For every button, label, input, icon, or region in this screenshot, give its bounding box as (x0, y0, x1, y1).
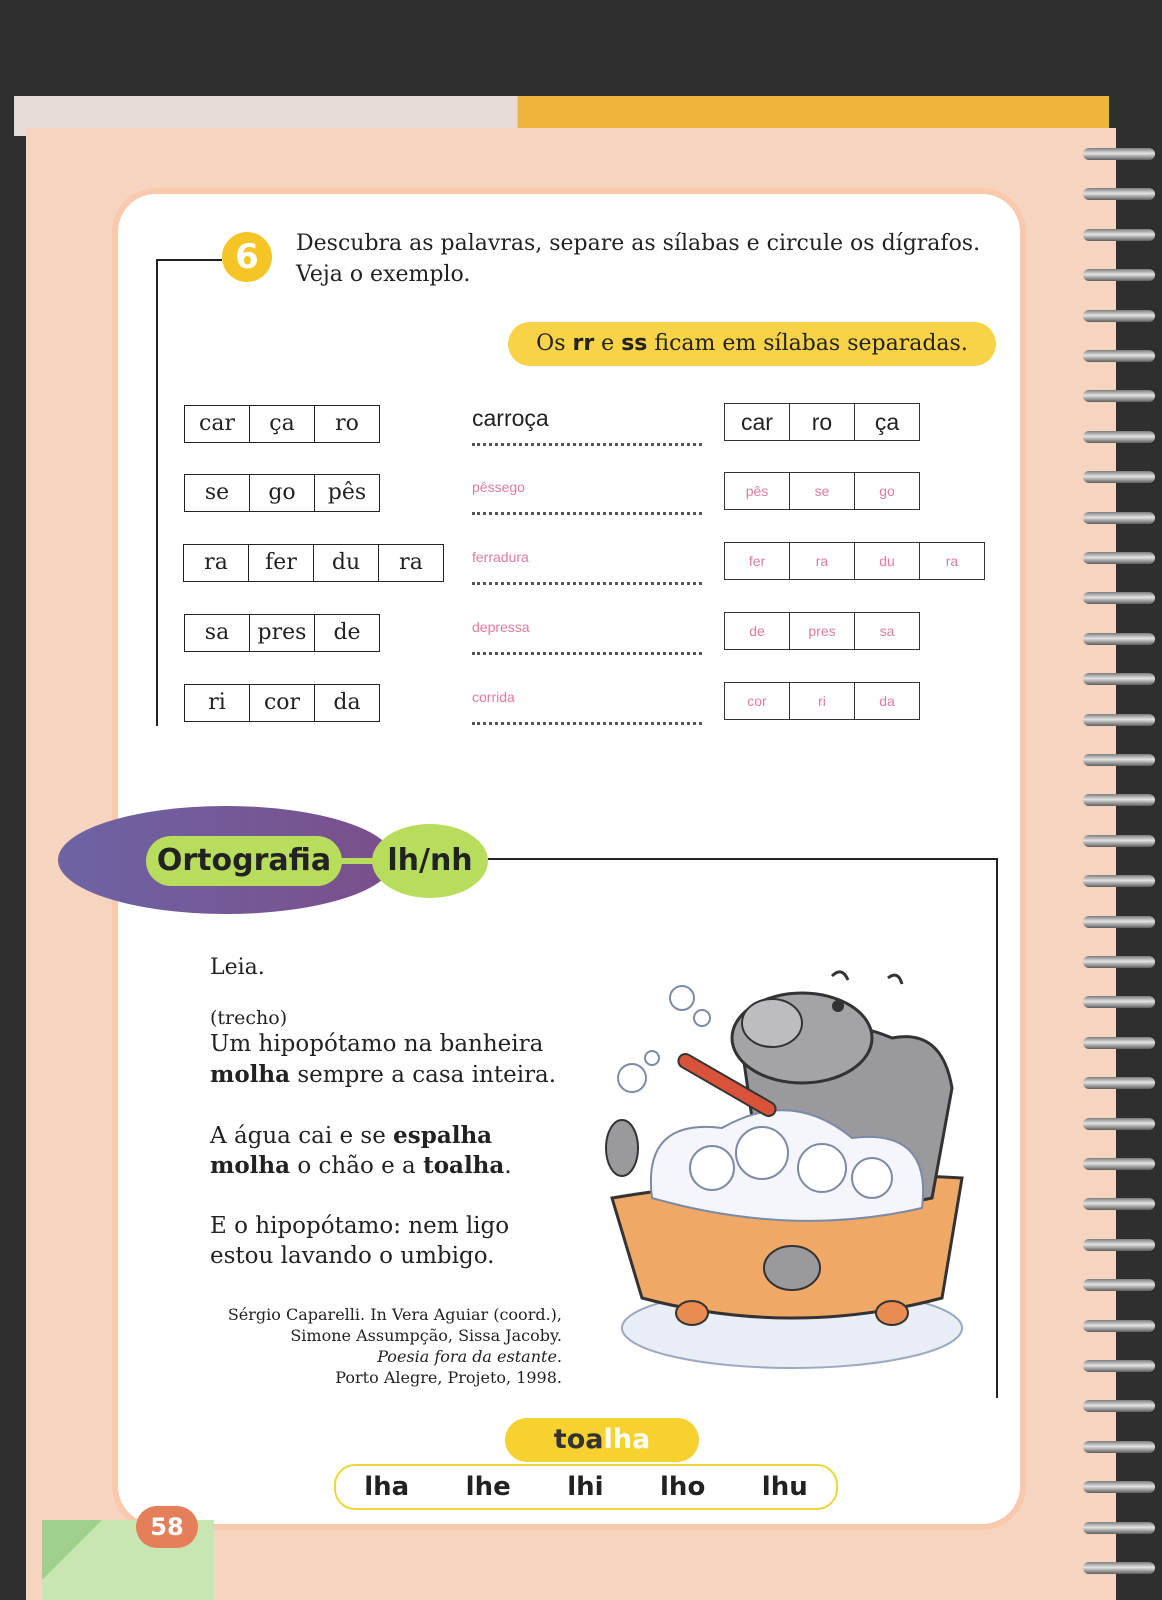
poem-lead: Leia. (210, 955, 265, 980)
syllable-cell: ri (208, 690, 226, 715)
hippo-bathtub-illustration (592, 968, 988, 1388)
answer-syllables (724, 612, 920, 650)
answer-syllable-cell: ra (919, 543, 984, 579)
syllable-cell: go (249, 475, 314, 511)
exercise-number-badge: 6 (222, 232, 272, 282)
spiral-coil (1083, 592, 1155, 604)
spiral-binding (1075, 140, 1162, 1600)
answer-syllable-cell: cor (747, 693, 767, 709)
answer-syllable-cell: se (789, 473, 854, 509)
spiral-coil (1083, 1522, 1155, 1534)
answer-syllables (724, 682, 920, 720)
spiral-coil (1083, 1118, 1155, 1130)
spiral-coil (1083, 1279, 1155, 1291)
syllable-cell: pês (314, 475, 379, 511)
section-title: Ortografia (146, 836, 342, 886)
answer-syllable-cell: sa (854, 613, 919, 649)
page-number: 58 (136, 1506, 198, 1548)
answer-syllable-cell: pres (789, 613, 854, 649)
poem-line: molha o chão e a toalha. (210, 1152, 512, 1179)
exercise-instruction (296, 228, 996, 290)
section-rule-top (488, 858, 998, 860)
syllable-box (334, 1464, 838, 1510)
answer-syllables (724, 403, 920, 441)
spiral-coil (1083, 956, 1155, 968)
spiral-coil (1083, 1158, 1155, 1170)
citation-line-3: Poesia fora da estante. (377, 1347, 562, 1366)
scrambled-syllables (184, 684, 380, 722)
exercise-bracket-top (156, 259, 222, 261)
spiral-coil (1083, 996, 1155, 1008)
syllable-cell: da (314, 685, 379, 721)
spiral-coil (1083, 188, 1155, 200)
syllable-cell: cor (249, 685, 314, 721)
spiral-coil (1083, 1077, 1155, 1089)
tip-pre: Os (536, 331, 573, 356)
spiral-coil (1083, 714, 1155, 726)
spiral-coil (1083, 310, 1155, 322)
spiral-coil (1083, 552, 1155, 564)
answer-word: depressa (472, 610, 702, 655)
spiral-coil (1083, 794, 1155, 806)
answer-syllable-cell: du (854, 543, 919, 579)
poem-line: E o hipopótamo: nem ligo (210, 1213, 510, 1239)
syllable-cell: pres (249, 615, 314, 651)
answer-syllable-cell: pês (745, 483, 769, 499)
rule-tip (508, 322, 996, 366)
syllable-cell: ra (378, 545, 443, 581)
section-rule-side (996, 858, 998, 1398)
tip-rr: rr (572, 331, 595, 356)
scrambled-syllables (184, 474, 380, 512)
section-banner-link (340, 858, 376, 864)
syllable: lha (364, 1472, 410, 1502)
spiral-coil (1083, 673, 1155, 685)
syllable-cell: ça (249, 406, 314, 442)
spiral-coil (1083, 1441, 1155, 1453)
poem-line: estou lavando o umbigo. (210, 1243, 495, 1269)
spiral-coil (1083, 633, 1155, 645)
spiral-coil (1083, 916, 1155, 928)
spiral-coil (1083, 875, 1155, 887)
answer-syllable-cell: go (854, 473, 919, 509)
spiral-coil (1083, 1400, 1155, 1412)
poem-line: Um hipopótamo na banheira (210, 1031, 544, 1057)
scrambled-syllables (184, 405, 380, 443)
spiral-coil (1083, 350, 1155, 362)
poem-citation (200, 1304, 562, 1388)
spiral-coil (1083, 269, 1155, 281)
answer-syllable-cell: ra (789, 543, 854, 579)
spiral-coil (1083, 1481, 1155, 1493)
syllable-cell: se (204, 480, 230, 505)
section-topic: lh/nh (372, 824, 488, 898)
spiral-coil (1083, 1360, 1155, 1372)
syllable-cell: de (314, 615, 379, 651)
page-corner-fold (42, 1520, 102, 1580)
spiral-coil (1083, 1239, 1155, 1251)
spiral-coil (1083, 1562, 1155, 1574)
syllable: lho (660, 1472, 706, 1502)
syllable-cell: ro (314, 406, 379, 442)
answer-syllable-cell: ro (789, 404, 854, 440)
answer-syllable-cell: de (749, 623, 765, 639)
answer-syllable-cell: fer (748, 553, 766, 569)
spiral-coil (1083, 1198, 1155, 1210)
answer-word: pêssego (472, 470, 702, 515)
spiral-coil (1083, 390, 1155, 402)
exercise-bracket-side (156, 259, 158, 726)
tip-post: ficam em sílabas separadas. (647, 331, 968, 356)
spiral-coil (1083, 471, 1155, 483)
tip-mid: e (594, 331, 622, 356)
syllable-cell: car (199, 411, 235, 436)
answer-syllables (724, 542, 985, 580)
spiral-coil (1083, 1320, 1155, 1332)
answer-syllables (724, 472, 920, 510)
scrambled-syllables (184, 614, 380, 652)
spiral-coil (1083, 431, 1155, 443)
spiral-coil (1083, 754, 1155, 766)
answer-word: corrida (472, 680, 702, 725)
answer-word: carroça (472, 401, 702, 446)
citation-line-2: Simone Assumpção, Sissa Jacoby. (290, 1326, 562, 1345)
word-tag-part-1: toa (553, 1424, 604, 1455)
syllable-cell: ra (204, 550, 228, 575)
poem-line: molha sempre a casa inteira. (210, 1061, 557, 1088)
spiral-coil (1083, 512, 1155, 524)
syllable-cell: sa (204, 620, 230, 645)
instruction-line-1: Descubra as palavras, separe as sílabas e circule os dígrafos. (296, 231, 981, 256)
citation-line-4: Porto Alegre, Projeto, 1998. (335, 1368, 562, 1387)
syllable: lhu (761, 1472, 808, 1502)
syllable: lhi (567, 1472, 604, 1502)
word-tag-part-2: lha (603, 1424, 651, 1455)
spiral-coil (1083, 835, 1155, 847)
answer-syllable-cell: ri (789, 683, 854, 719)
answer-syllable-cell: da (854, 683, 919, 719)
tip-ss: ss (621, 331, 648, 356)
scrambled-syllables (183, 544, 444, 582)
citation-line-1: Sérgio Caparelli. In Vera Aguiar (coord.), (227, 1305, 562, 1324)
poem-line: A água cai e se espalha (210, 1122, 493, 1149)
spiral-coil (1083, 1037, 1155, 1049)
syllable-cell: fer (248, 545, 313, 581)
poem-excerpt-label: (trecho) (210, 1007, 288, 1029)
example-word-tag (505, 1418, 699, 1462)
answer-word: ferradura (472, 540, 702, 585)
answer-syllable-cell: car (741, 409, 773, 435)
instruction-line-2: Veja o exemplo. (296, 262, 471, 287)
syllable-cell: du (313, 545, 378, 581)
answer-syllable-cell: ça (854, 404, 919, 440)
spiral-coil (1083, 148, 1155, 160)
syllable: lhe (465, 1472, 511, 1502)
spiral-coil (1083, 229, 1155, 241)
